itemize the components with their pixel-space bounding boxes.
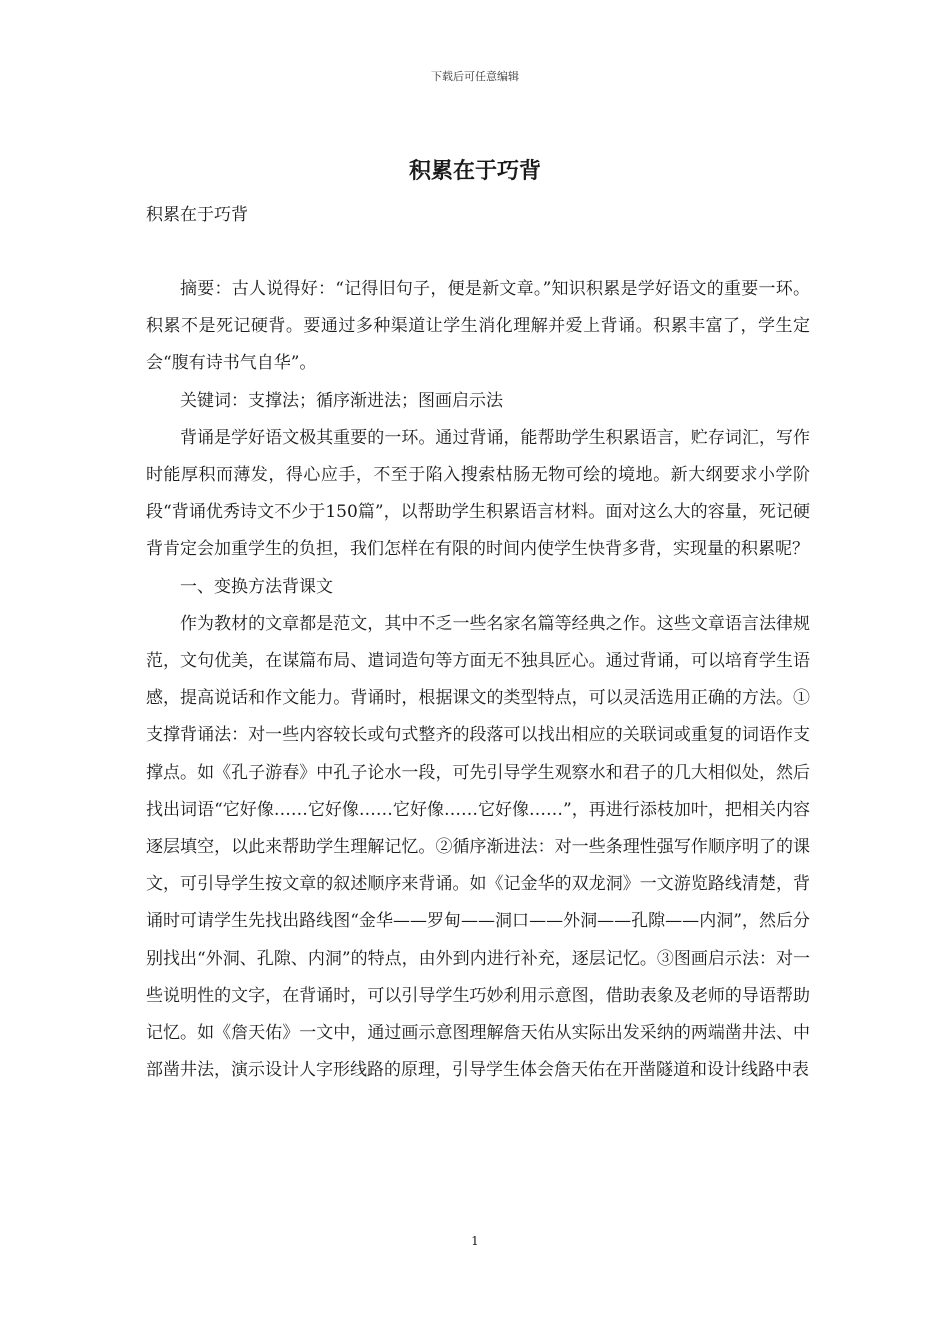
intro-paragraph: 背诵是学好语文极其重要的一环。通过背诵，能帮助学生积累语言，贮存词汇，写作时能厚积而薄发，得心应手，不至于陷入搜索枯肠无物可绘的境地。新大纲要求小学阶段“背诵优秀诗文不少于150篇”，以帮助学生积累语言材料。面对这么大的容量，死记硬背肯定会加重学生的负担，我们怎样在有限的时间内使学生快背多背，实现量的积累呢？ [146, 427, 810, 560]
document-body [146, 271, 810, 1089]
section-paragraph: 作为教材的文章都是范文，其中不乏一些名家名篇等经典之作。这些文章语言法律规范，文句优美，在谋篇布局、遣词造句等方面无不独具匠心。通过背诵，可以培育学生语感，提高说话和作文能力。背诵时，根据课文的类型特点，可以灵活选用正确的方法。①支撑背诵法：对一些内容较长或句式整齐的段落可以找出相应的关联词或重复的词语作支撑点。如《孔子游春》中孔子论水一段，可先引导学生观察水和君子的几大相似处，然后找出词语“它好像……它好像……它好像……它好像……”，再进行添枝加叶，把相关内容逐层填空，以此来帮助学生理解记忆。②循序渐进法：对一些条理性强写作顺序明了的课文，可引导学生按文章的叙述顺序来背诵。如《记金华的双龙洞》一文游览路线清楚，背诵时可请学生先找出路线图“金华——罗甸——洞口——外洞——孔隙——内洞”，然后分别找出“外洞、孔隙、内洞”的特点，由外到内进行补充，逐层记忆。③图画启示法：对一些说明性的文字，在背诵时，可以引导学生巧妙利用示意图，借助表象及老师的导语帮助记忆。如《詹天佑》一文中，通过画示意图理解詹天佑从实际出发采纳的两端凿井法、中部凿井法，演示设计人字形线路的原理，引导学生体会詹天佑在开凿隧道和设计线路中表 [146, 613, 810, 1081]
document-title: 积累在于巧背 [408, 158, 541, 184]
abstract-paragraph: 摘要：古人说得好：“记得旧句子，便是新文章。”知识积累是学好语文的重要一环。积累不是死记硬背。要通过多种渠道让学生消化理解并爱上背诵。积累丰富了，学生定会“腹有诗书气自华”。 [146, 279, 810, 374]
document-subtitle: 积累在于巧背 [146, 205, 248, 225]
page-number: 1 [471, 1234, 479, 1248]
header-note: 下载后可任意编辑 [431, 70, 519, 83]
section-heading: 一、变换方法背课文 [180, 576, 333, 597]
keywords-paragraph: 关键词：支撑法；循序渐进法；图画启示法 [180, 390, 503, 411]
